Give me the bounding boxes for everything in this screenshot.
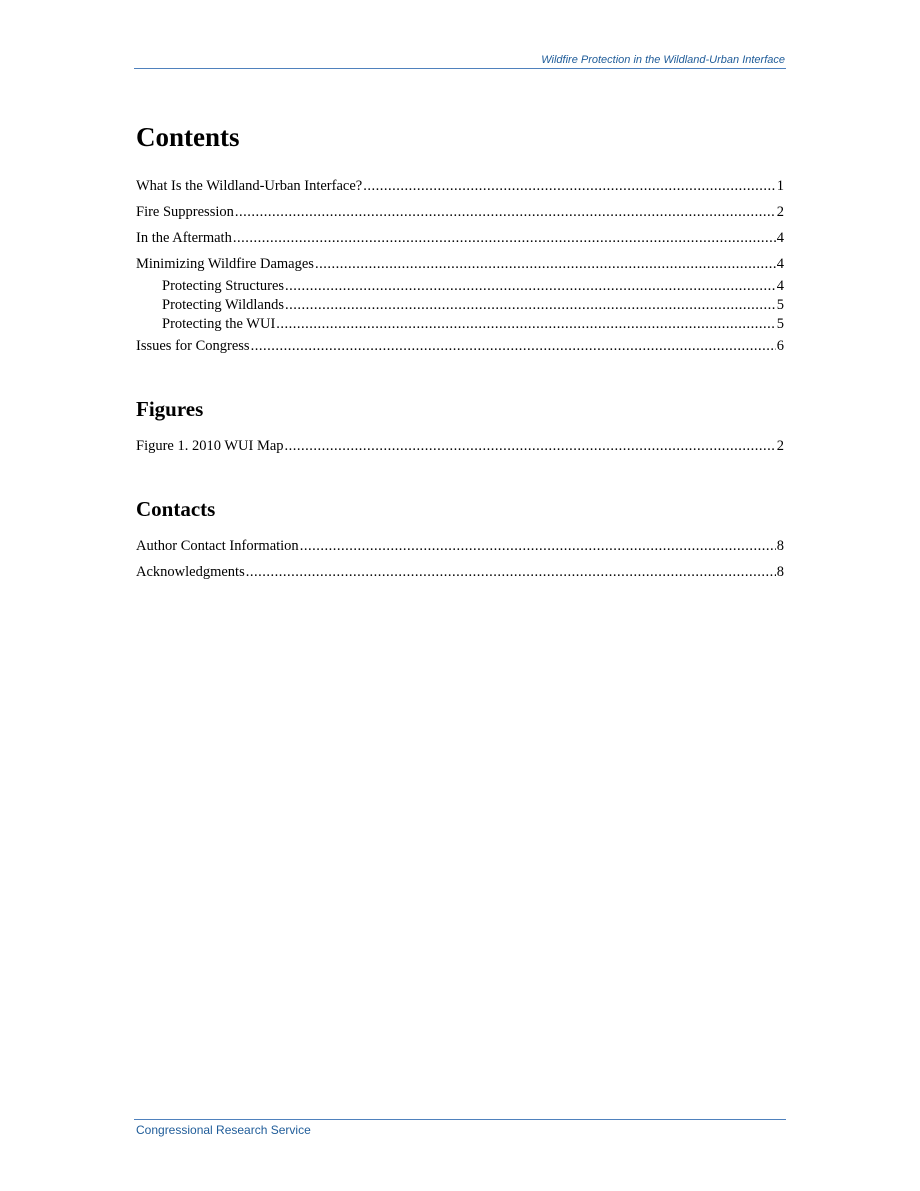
toc-entry-page: 5 bbox=[776, 297, 784, 313]
toc-entry[interactable] bbox=[136, 563, 784, 581]
page-header bbox=[134, 52, 786, 69]
toc-entry[interactable] bbox=[136, 203, 784, 221]
figures-heading: Figures bbox=[136, 397, 204, 421]
dot-leader bbox=[285, 437, 776, 455]
dot-leader bbox=[235, 203, 776, 221]
toc-entry[interactable] bbox=[136, 437, 784, 455]
dot-leader bbox=[300, 537, 776, 555]
toc-entry-label: Protecting the WUI bbox=[162, 316, 276, 332]
dot-leader bbox=[276, 315, 775, 333]
toc-entry-label: Protecting Wildlands bbox=[162, 297, 284, 313]
toc-entry-page: 4 bbox=[776, 278, 784, 294]
toc-entry-label: Minimizing Wildfire Damages bbox=[136, 256, 314, 272]
toc-entry-page: 8 bbox=[776, 564, 784, 580]
toc-entry[interactable] bbox=[136, 337, 784, 355]
toc-entry[interactable] bbox=[136, 255, 784, 273]
contacts-heading: Contacts bbox=[136, 497, 216, 521]
toc-subentry[interactable] bbox=[162, 277, 784, 295]
toc-entry-page: 8 bbox=[776, 538, 784, 554]
dot-leader bbox=[363, 177, 776, 195]
dot-leader bbox=[285, 277, 776, 295]
toc-entry-page: 4 bbox=[776, 256, 784, 272]
toc-entry-label: Figure 1. 2010 WUI Map bbox=[136, 438, 284, 454]
footer-organization: Congressional Research Service bbox=[136, 1123, 311, 1137]
toc-entry-page: 1 bbox=[776, 178, 784, 194]
contents-heading: Contents bbox=[136, 122, 240, 152]
toc-entry-label: In the Aftermath bbox=[136, 230, 232, 246]
page-footer bbox=[134, 1119, 786, 1137]
toc-entry[interactable] bbox=[136, 537, 784, 555]
toc-entry-label: Author Contact Information bbox=[136, 538, 299, 554]
toc-entry-page: 4 bbox=[776, 230, 784, 246]
toc-entry-page: 6 bbox=[776, 338, 784, 354]
dot-leader bbox=[233, 229, 776, 247]
toc-entry-page: 2 bbox=[776, 204, 784, 220]
toc-subentry[interactable] bbox=[162, 315, 784, 333]
toc-entry-label: Fire Suppression bbox=[136, 204, 234, 220]
toc-entry-label: Acknowledgments bbox=[136, 564, 245, 580]
toc-subentry[interactable] bbox=[162, 296, 784, 314]
dot-leader bbox=[246, 563, 776, 581]
dot-leader bbox=[251, 337, 776, 355]
toc-entry[interactable] bbox=[136, 229, 784, 247]
toc-entry-label: Issues for Congress bbox=[136, 338, 250, 354]
toc-entry-label: Protecting Structures bbox=[162, 278, 285, 294]
dot-leader bbox=[285, 296, 776, 314]
running-title: Wildfire Protection in the Wildland-Urban Interface bbox=[541, 54, 785, 66]
toc-entry[interactable] bbox=[136, 177, 784, 195]
toc-entry-label: What Is the Wildland-Urban Interface? bbox=[136, 178, 363, 194]
toc-entry-page: 5 bbox=[776, 316, 784, 332]
dot-leader bbox=[315, 255, 776, 273]
toc-entry-page: 2 bbox=[776, 438, 784, 454]
